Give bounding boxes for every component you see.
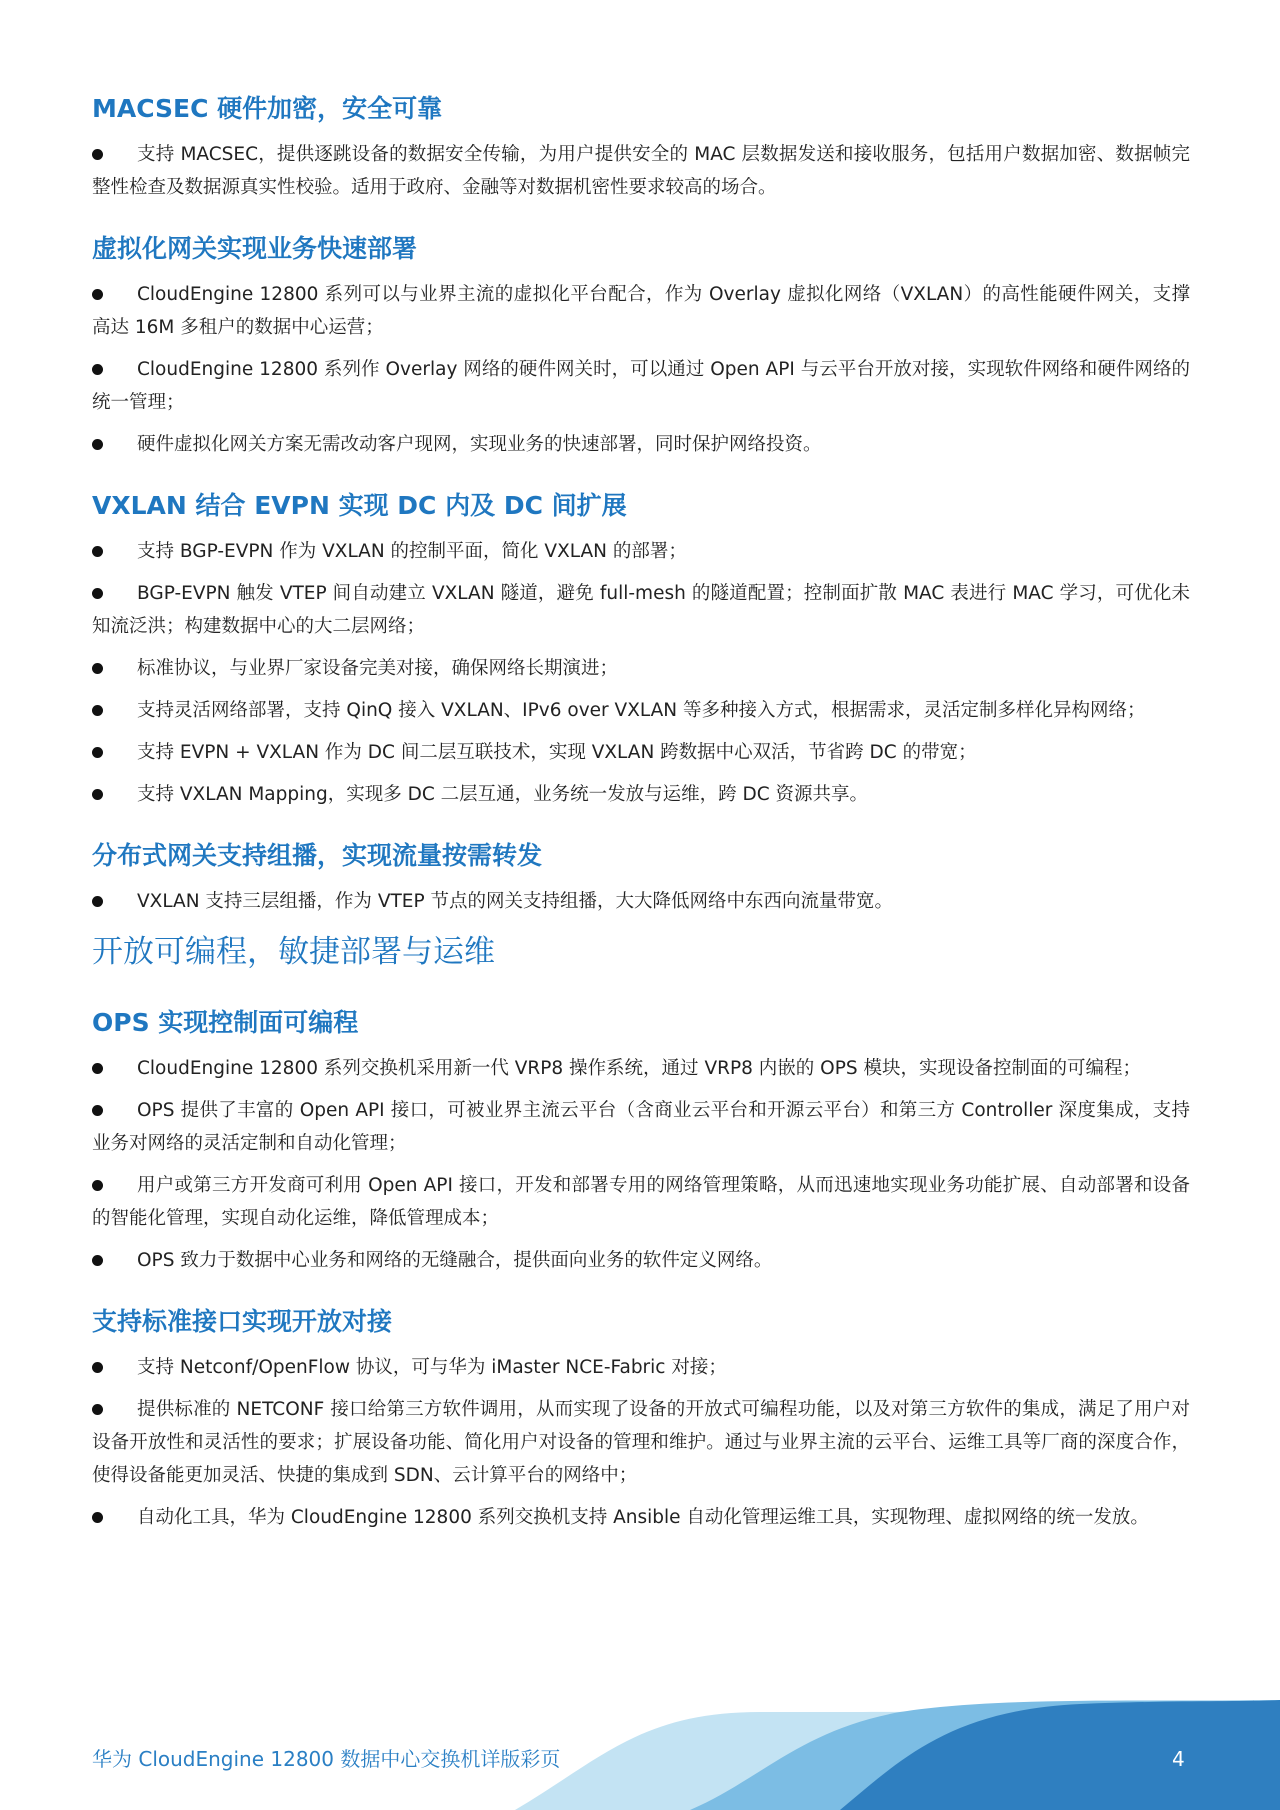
bullet-icon (92, 588, 103, 599)
list-item-text: 提供标准的 NETCONF 接口给第三方软件调用，从而实现了设备的开放式可编程功能，以及对第三方软件的集成，满足了用户对设备开放性和灵活性的要求；扩展设备功能、简化用户对设备的管理和维护。通过与业界主流的云平台、运维工具等厂商的深度合作，使得设备能更加灵活、快捷的集成到 SDN、云计算平台的网络中； (92, 1399, 1190, 1486)
list-item (92, 1169, 1190, 1235)
list-item-text: 支持灵活网络部署，支持 QinQ 接入 VXLAN、IPv6 over VXLAN 等多种接入方式，根据需求，灵活定制多样化异构网络； (137, 700, 1146, 721)
list-item (92, 885, 1190, 918)
list-item-text: OPS 提供了丰富的 Open API 接口，可被业界主流云平台（含商业云平台和开源云平台）和第三方 Controller 深度集成，支持业务对网络的灵活定制和自动化管理； (92, 1100, 1190, 1154)
section-heading: 虚拟化网关实现业务快速部署 (92, 234, 418, 263)
list-item-text: CloudEngine 12800 系列交换机采用新一代 VRP8 操作系统，通过 VRP8 内嵌的 OPS 模块，实现设备控制面的可编程； (137, 1058, 1141, 1079)
list-item (92, 1351, 1190, 1384)
bullet-icon (92, 1512, 103, 1523)
list-item-text: CloudEngine 12800 系列作 Overlay 网络的硬件网关时，可以通过 Open API 与云平台开放对接，实现软件网络和硬件网络的统一管理； (92, 359, 1190, 413)
bullet-icon (92, 747, 103, 758)
list-item (92, 535, 1190, 568)
list-item-text: 标准协议，与业界厂家设备完美对接，确保网络长期演进； (137, 658, 619, 679)
list-item (92, 1244, 1190, 1277)
list-item-text: OPS 致力于数据中心业务和网络的无缝融合，提供面向业务的软件定义网络。 (137, 1250, 773, 1271)
list-item-text: BGP-EVPN 触发 VTEP 间自动建立 VXLAN 隧道，避免 full-mesh 的隧道配置；控制面扩散 MAC 表进行 MAC 学习，可优化未知流泛洪；构建数据中心的大二层网络； (92, 583, 1190, 637)
footer-title: 华为 CloudEngine 12800 数据中心交换机详版彩页 (92, 1747, 561, 1771)
page-number: 4 (1172, 1747, 1185, 1771)
bullet-icon (92, 1180, 103, 1191)
section-heading: MACSEC 硬件加密，安全可靠 (92, 94, 443, 123)
list-item-text: 支持 EVPN + VXLAN 作为 DC 间二层互联技术，实现 VXLAN 跨数据中心双活，节省跨 DC 的带宽； (137, 742, 977, 763)
list-item-text: 支持 BGP-EVPN 作为 VXLAN 的控制平面，简化 VXLAN 的部署； (137, 541, 687, 562)
section-vxlan-evpn (92, 489, 1190, 811)
list-item (92, 138, 1190, 204)
bullet-icon (92, 1255, 103, 1266)
list-item-text: VXLAN 支持三层组播，作为 VTEP 节点的网关支持组播，大大降低网络中东西向流量带宽。 (137, 891, 894, 912)
list-item-text: 用户或第三方开发商可利用 Open API 接口，开发和部署专用的网络管理策略，从而迅速地实现业务功能扩展、自动部署和设备的智能化管理，实现自动化运维，降低管理成本； (92, 1175, 1190, 1229)
bullet-icon (92, 1404, 103, 1415)
bullet-icon (92, 1063, 103, 1074)
bullet-icon (92, 289, 103, 300)
list-item (92, 428, 1190, 461)
list-item-text: 支持 MACSEC，提供逐跳设备的数据安全传输，为用户提供安全的 MAC 层数据发送和接收服务，包括用户数据加密、数据帧完整性检查及数据源真实性校验。适用于政府、金融等对数据机密性要求较高的场合。 (92, 144, 1190, 198)
section-distributed-gateway (92, 839, 1190, 918)
list-item-text: CloudEngine 12800 系列可以与业界主流的虚拟化平台配合，作为 Overlay 虚拟化网络（VXLAN）的高性能硬件网关，支撑高达 16M 多租户的数据中心运营； (92, 284, 1190, 338)
document-body (92, 92, 1190, 1543)
list-item (92, 353, 1190, 419)
bullet-icon (92, 1362, 103, 1373)
section-heading: VXLAN 结合 EVPN 实现 DC 内及 DC 间扩展 (92, 491, 627, 520)
bullet-icon (92, 896, 103, 907)
list-item (92, 1501, 1190, 1534)
major-heading: 开放可编程，敏捷部署与运维 (92, 934, 495, 970)
bullet-icon (92, 705, 103, 716)
section-virtual-gateway (92, 232, 1190, 461)
bullet-icon (92, 789, 103, 800)
list-item (92, 1393, 1190, 1492)
list-item (92, 694, 1190, 727)
bullet-icon (92, 663, 103, 674)
section-standard-interface (92, 1305, 1190, 1534)
list-item-text: 硬件虚拟化网关方案无需改动客户现网，实现业务的快速部署，同时保护网络投资。 (137, 434, 822, 455)
section-heading: OPS 实现控制面可编程 (92, 1008, 359, 1037)
bullet-icon (92, 149, 103, 160)
list-item (92, 577, 1190, 643)
list-item (92, 278, 1190, 344)
list-item (92, 1052, 1190, 1085)
bullet-icon (92, 439, 103, 450)
section-macsec (92, 92, 1190, 204)
section-ops (92, 1006, 1190, 1277)
list-item (92, 778, 1190, 811)
bullet-icon (92, 546, 103, 557)
list-item (92, 736, 1190, 769)
bullet-icon (92, 364, 103, 375)
list-item-text: 支持 VXLAN Mapping，实现多 DC 二层互通，业务统一发放与运维，跨 DC 资源共享。 (137, 784, 869, 805)
list-item-text: 自动化工具，华为 CloudEngine 12800 系列交换机支持 Ansible 自动化管理运维工具，实现物理、虚拟网络的统一发放。 (137, 1507, 1149, 1528)
list-item (92, 1094, 1190, 1160)
bullet-icon (92, 1105, 103, 1116)
list-item (92, 652, 1190, 685)
section-heading: 支持标准接口实现开放对接 (92, 1307, 393, 1336)
list-item-text: 支持 Netconf/OpenFlow 协议，可与华为 iMaster NCE-Fabric 对接； (137, 1357, 727, 1378)
section-heading: 分布式网关支持组播，实现流量按需转发 (92, 841, 543, 870)
